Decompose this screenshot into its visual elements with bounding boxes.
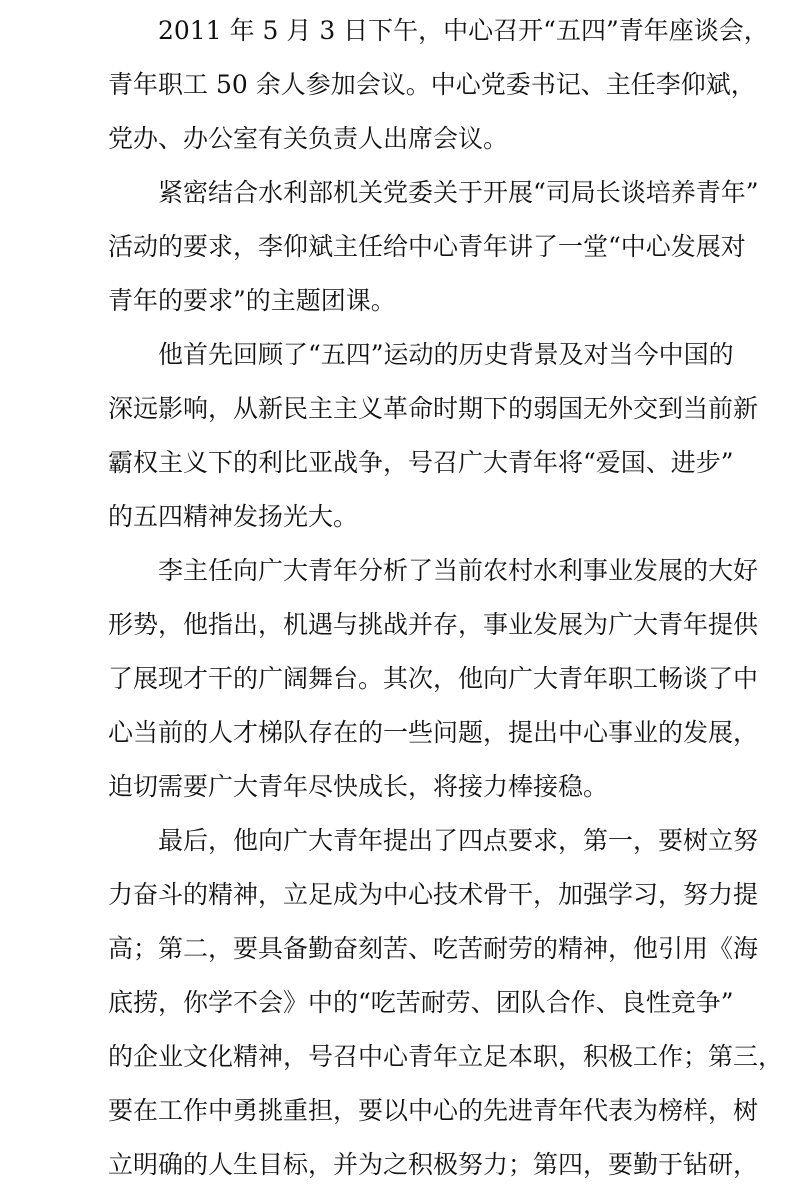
text-line: 青年的要求”的主题团课。 <box>108 286 396 315</box>
text-line: 李主任向广大青年分析了当前农村水利事业发展的大好 <box>158 556 759 585</box>
text-line: 的五四精神发扬光大。 <box>108 502 359 531</box>
text-line: 紧密结合水利部机关党委关于开展“司局长谈培养青年” <box>158 178 759 207</box>
text-line: 他首先回顾了“五四”运动的历史背景及对当今中国的 <box>158 340 734 369</box>
text-line: 青年职工 50 余人参加会议。中心党委书记、主任李仰斌， <box>108 70 756 99</box>
text-line: 迫切需要广大青年尽快成长，将接力棒接稳。 <box>108 772 609 801</box>
document-body <box>108 4 784 1192</box>
text-line: 党办、办公室有关负责人出席会议。 <box>108 124 509 153</box>
text-line: 形势，他指出，机遇与挑战并存，事业发展为广大青年提供 <box>108 610 759 639</box>
text-line: 最后，他向广大青年提出了四点要求，第一，要树立努 <box>158 826 759 855</box>
text-line: 2011 年 5 月 3 日下午，中心召开“五四”青年座谈会， <box>158 16 769 45</box>
text-line: 霸权主义下的利比亚战争，号召广大青年将“爱国、进步” <box>108 448 734 477</box>
text-line: 深远影响，从新民主主义革命时期下的弱国无外交到当前新 <box>108 394 759 423</box>
text-line: 了展现才干的广阔舞台。其次，他向广大青年职工畅谈了中 <box>108 664 759 693</box>
text-line: 要在工作中勇挑重担，要以中心的先进青年代表为榜样，树 <box>108 1096 759 1125</box>
text-line: 高；第二，要具备勤奋刻苦、吃苦耐劳的精神，他引用《海 <box>108 934 759 963</box>
text-line: 的企业文化精神，号召中心青年立足本职，积极工作；第三， <box>108 1042 784 1071</box>
text-line: 底捞，你学不会》中的“吃苦耐劳、团队合作、良性竞争” <box>108 988 734 1017</box>
text-line: 力奋斗的精神，立足成为中心技术骨干，加强学习，努力提 <box>108 880 759 909</box>
text-line: 立明确的人生目标，并为之积极努力；第四，要勤于钻研， <box>108 1150 759 1179</box>
text-line: 活动的要求，李仰斌主任给中心青年讲了一堂“中心发展对 <box>108 232 746 261</box>
text-line: 心当前的人才梯队存在的一些问题，提出中心事业的发展， <box>108 718 759 747</box>
